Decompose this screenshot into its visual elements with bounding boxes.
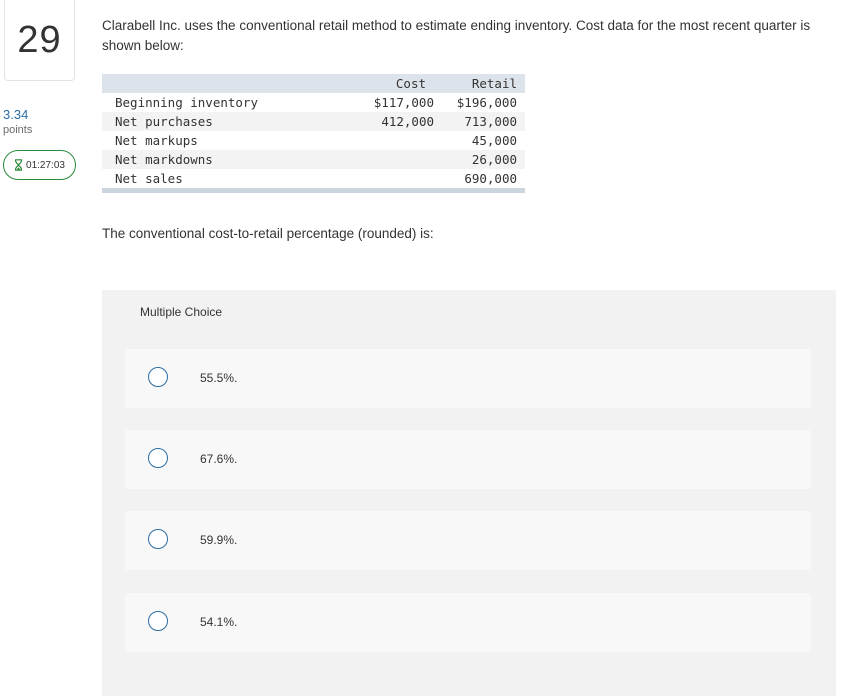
points-value: 3.34 [3, 107, 29, 122]
row-retail: 26,000 [442, 150, 525, 169]
table-row [102, 131, 525, 150]
timer-badge[interactable] [3, 150, 76, 180]
row-retail: $196,000 [456, 95, 517, 110]
row-label: Net markups [115, 133, 198, 148]
row-label: Net purchases [102, 112, 354, 131]
row-label: Beginning inventory [115, 95, 258, 110]
choice-label: 54.1%. [200, 615, 238, 629]
choice-label: 67.6%. [200, 452, 238, 466]
radio-circle-icon[interactable] [148, 448, 168, 468]
table-row [102, 169, 525, 191]
choice-option[interactable] [125, 430, 811, 489]
row-cost: 412,000 [354, 112, 442, 131]
header-cost: Cost [354, 74, 442, 93]
row-label: Net markdowns [102, 150, 354, 169]
row-cost: $117,000 [373, 95, 434, 110]
table-row [102, 93, 525, 112]
row-cost [354, 131, 442, 150]
points-label: points [3, 124, 33, 136]
question-prompt: Clarabell Inc. uses the conventional retail method to estimate ending inventory. Cost data for the most recent quarter is shown below: [102, 18, 811, 53]
hourglass-icon [14, 159, 23, 171]
row-cost [354, 169, 442, 191]
timer-text: 01:27:03 [26, 159, 65, 171]
question-sub-prompt: The conventional cost-to-retail percentage (rounded) is: [102, 226, 434, 241]
row-cost [354, 150, 442, 169]
header-retail: Retail [442, 74, 525, 93]
choice-option[interactable] [125, 349, 811, 408]
choice-label: 55.5%. [200, 371, 238, 385]
table-row [102, 150, 525, 169]
row-retail: 690,000 [464, 171, 517, 186]
cost-data-table [102, 74, 525, 193]
row-retail: 45,000 [471, 133, 517, 148]
table-row [102, 112, 525, 131]
choice-option[interactable] [125, 511, 811, 570]
radio-circle-icon[interactable] [148, 367, 168, 387]
header-label-cell [102, 74, 354, 93]
multiple-choice-title: Multiple Choice [140, 305, 223, 319]
row-label: Net sales [115, 171, 183, 186]
table-header-row [102, 74, 525, 93]
row-retail: 713,000 [442, 112, 525, 131]
multiple-choice-panel [102, 290, 836, 696]
radio-circle-icon[interactable] [148, 529, 168, 549]
radio-circle-icon[interactable] [148, 611, 168, 631]
question-number-box [4, 0, 75, 81]
choice-label: 59.9%. [200, 533, 238, 547]
choice-option[interactable] [125, 593, 811, 652]
question-number: 29 [17, 18, 62, 61]
